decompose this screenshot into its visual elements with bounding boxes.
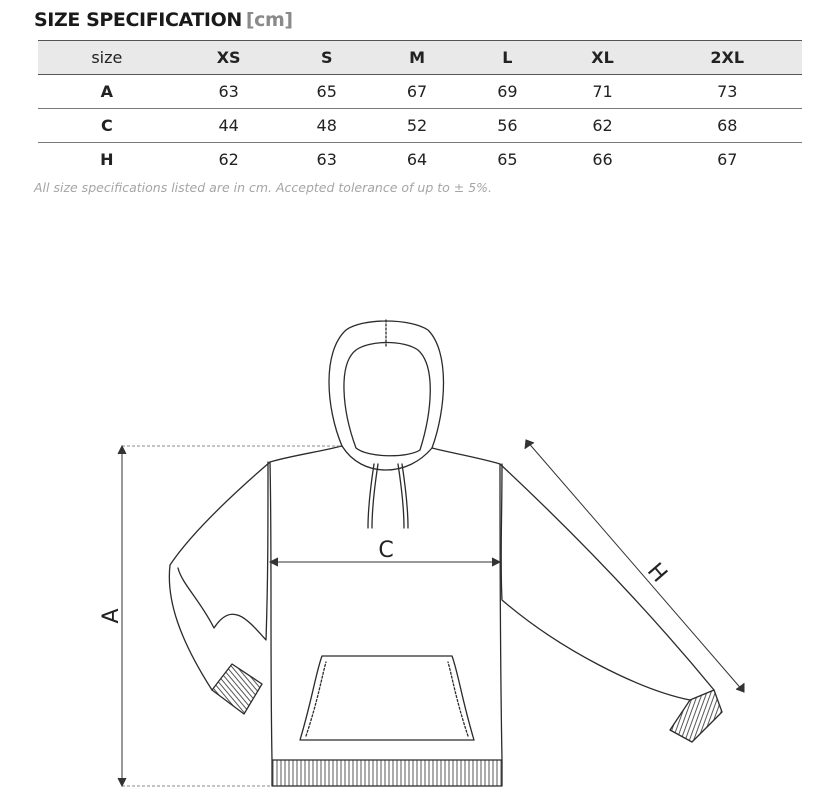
title-text: SIZE SPECIFICATION — [34, 9, 242, 31]
measurement-h — [525, 440, 744, 692]
size-header: L — [502, 48, 513, 67]
size-header: M — [409, 48, 425, 67]
table-cell: 73 — [717, 82, 738, 101]
table-cell: 62 — [592, 116, 613, 135]
table-cell: 71 — [592, 82, 613, 101]
table-cell: 56 — [497, 116, 518, 135]
table-cell: 68 — [717, 116, 738, 135]
table-cell: 64 — [406, 150, 428, 169]
table-cell: 65 — [497, 150, 518, 169]
size-header: XL — [591, 48, 614, 67]
corner-label: size — [91, 48, 123, 67]
table-cell: 44 — [218, 116, 239, 135]
label-h: H — [642, 558, 672, 588]
row-label: A — [100, 82, 114, 101]
table-cell: 62 — [218, 150, 239, 169]
table-cell: 63 — [316, 150, 337, 169]
table-cell: 69 — [497, 82, 518, 101]
table-cell: 65 — [316, 82, 337, 101]
label-a: A — [99, 608, 124, 624]
row-label: C — [100, 116, 113, 135]
tolerance-note: All size specifications listed are in cm. Accepted tolerance of up to ± 5%. — [34, 180, 493, 195]
table-cell: 67 — [406, 82, 428, 101]
size-header: XS — [216, 48, 241, 67]
table-cell: 67 — [717, 150, 738, 169]
table-cell: 48 — [316, 116, 337, 135]
table-cell: 52 — [406, 116, 428, 135]
title-unit: [cm] — [245, 9, 293, 31]
size-header: 2XL — [710, 48, 745, 67]
size-header: S — [320, 48, 333, 67]
label-c: C — [378, 538, 394, 563]
table-cell: 63 — [218, 82, 239, 101]
hoodie-outline — [169, 320, 722, 786]
measurement-a — [118, 446, 342, 786]
row-label: H — [100, 150, 114, 169]
table-cell: 66 — [592, 150, 613, 169]
